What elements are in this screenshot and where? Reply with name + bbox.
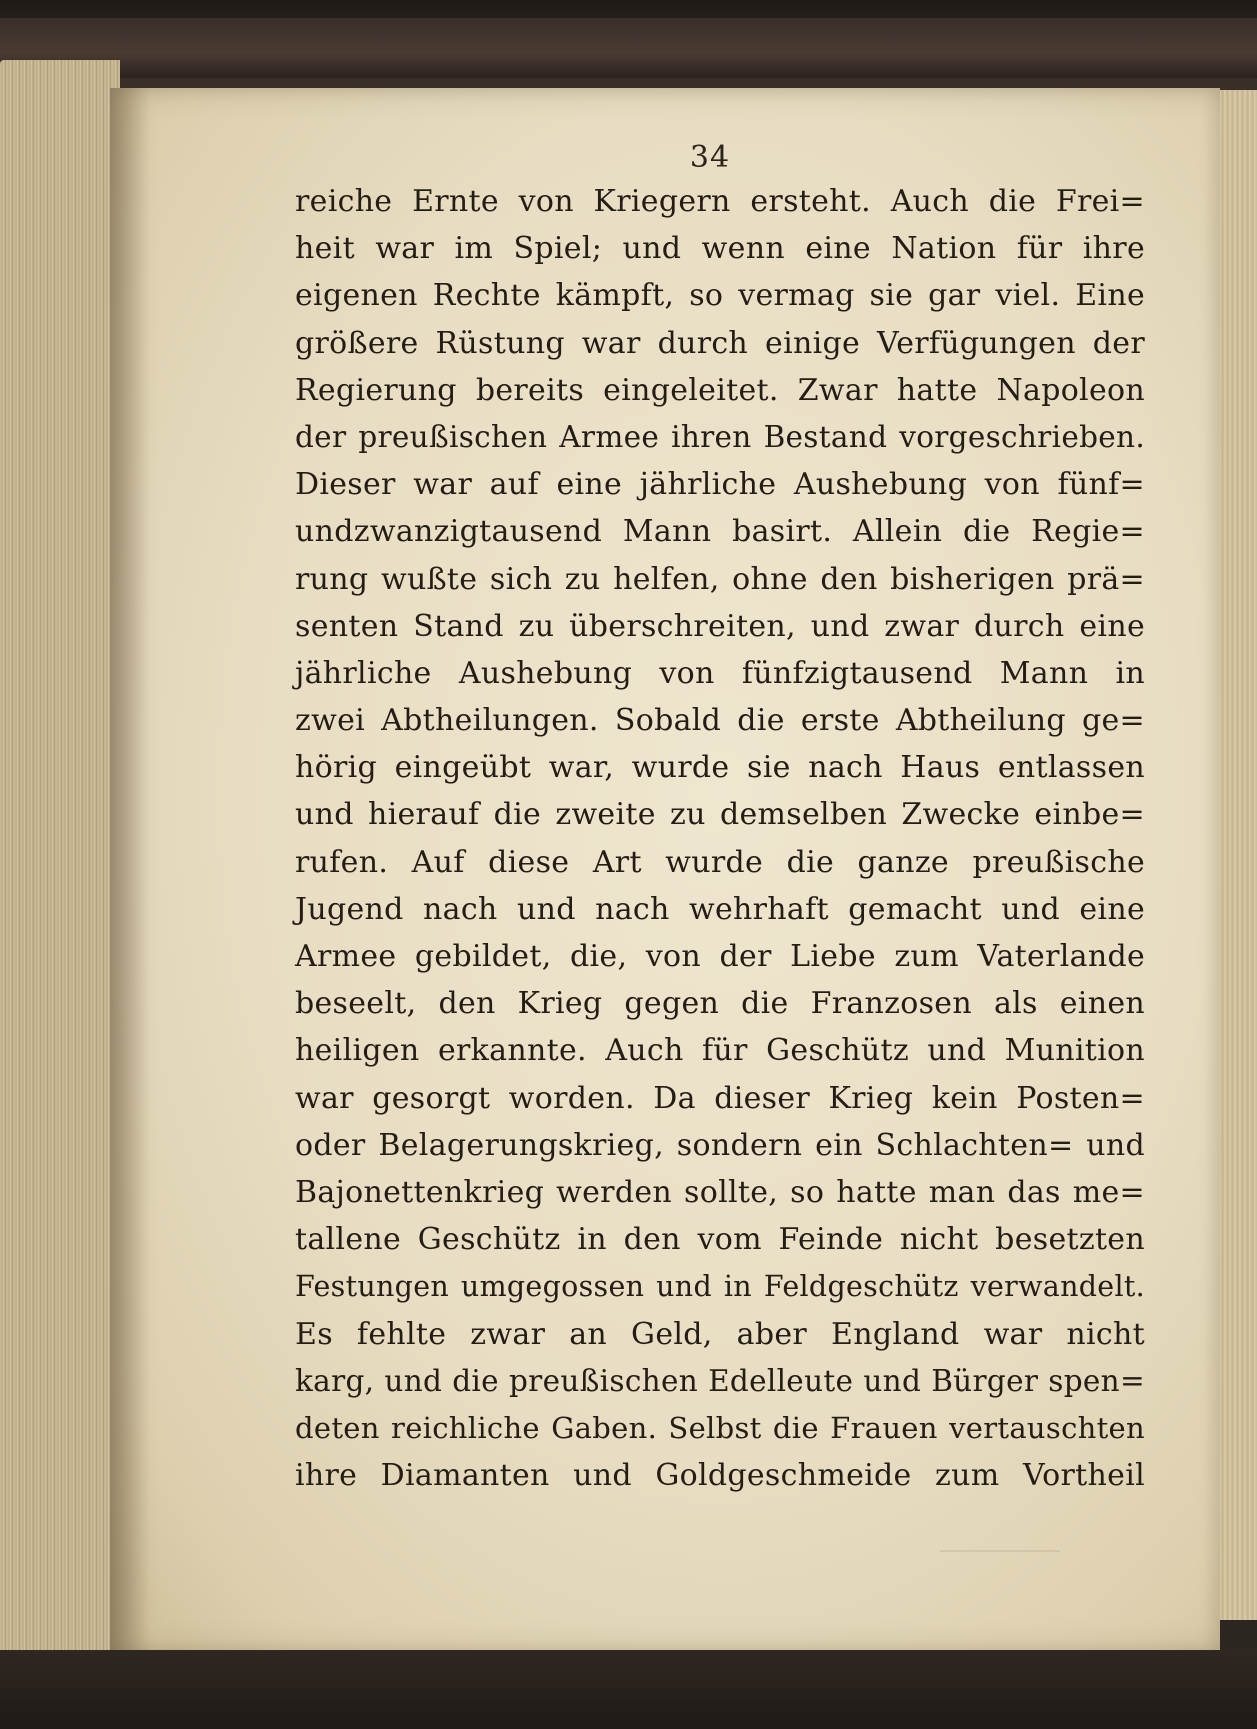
book-cover-top [0,18,1257,78]
text-line: undzwanzigtausend Mann basirt. Allein die Regie= [295,514,1145,550]
text-line: und hierauf die zweite zu demselben Zwecke einbe= [295,797,1145,833]
text-line: war gesorgt worden. Da dieser Krieg kein Posten= [295,1080,1145,1116]
text-line: ihre Diamanten und Goldgeschmeide zum Vortheil [295,1458,1145,1494]
text-line: beseelt, den Krieg gegen die Franzosen als einen [295,986,1145,1022]
text-line: der preußischen Armee ihren Bestand vorgeschrieben. [295,419,1145,454]
page-number: 34 [689,140,731,175]
text-line: Bajonettenkrieg werden sollte, so hatte man das me= [295,1174,1145,1210]
body-text [295,178,1145,1499]
text-line: zwei Abtheilungen. Sobald die erste Abtheilung ge= [295,703,1145,739]
text-line: tallene Geschütz in den vom Feinde nicht besetzten [295,1222,1145,1258]
text-line: rufen. Auf diese Art wurde die ganze preußische [295,844,1145,880]
text-line: Dieser war auf eine jährliche Aushebung von fünf= [295,467,1145,503]
text-line: Festungen umgegossen und in Feldgeschütz verwandelt. [295,1270,1145,1304]
text-line: reiche Ernte von Kriegern ersteht. Auch die Frei= [295,184,1145,219]
text-line: hörig eingeübt war, wurde sie nach Haus entlassen [295,750,1145,786]
text-line: deten reichliche Gaben. Selbst die Frauen vertauschten [295,1410,1145,1445]
text-line: heiligen erkannte. Auch für Geschütz und Munition [295,1033,1145,1069]
text-line: rung wußte sich zu helfen, ohne den bisherigen prä= [295,561,1145,597]
text-line: jährliche Aushebung von fünfzigtausend Mann in [295,655,1145,691]
gutter-shadow [110,88,150,1653]
text-line: Jugend nach und nach wehrhaft gemacht und eine [295,891,1145,927]
text-line: oder Belagerungskrieg, sondern ein Schlachten= und [295,1127,1145,1163]
text-line: Armee gebildet, die, von der Liebe zum Vaterlande [295,939,1145,974]
book-cover-bottom [0,1650,1257,1729]
page-edges-left [0,60,120,1660]
text-line: heit war im Spiel; und wenn eine Nation für ihre [295,231,1145,267]
text-line: eigenen Rechte kämpft, so vermag sie gar viel. Eine [295,278,1145,314]
faint-bleedthrough [940,1530,1060,1552]
text-line: senten Stand zu überschreiten, und zwar durch eine [295,608,1145,644]
text-line: Regierung bereits eingeleitet. Zwar hatte Napoleon [295,372,1145,408]
text-line: karg, und die preußischen Edelleute und Bürger spen= [295,1363,1145,1398]
text-line: größere Rüstung war durch einige Verfügungen der [295,325,1145,361]
text-line: Es fehlte zwar an Geld, aber England war nicht [295,1316,1145,1352]
page-edges-right [1215,90,1257,1620]
